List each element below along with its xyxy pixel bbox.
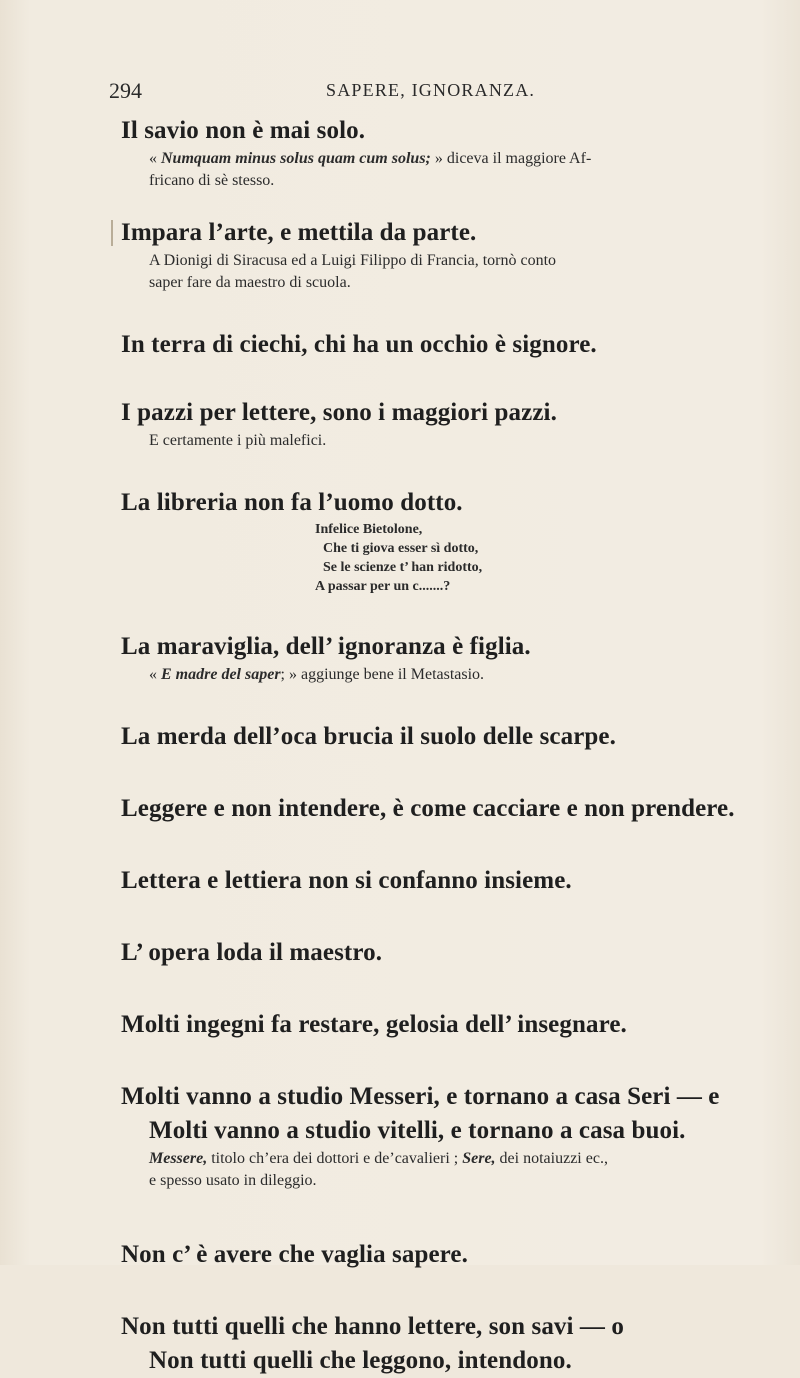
proverb-text: L’ opera loda il maestro. xyxy=(121,939,383,966)
italic-quote: E madre del saper xyxy=(161,666,281,683)
proverb-text: Non tutti quelli che hanno lettere, son savi — o xyxy=(121,1313,624,1340)
proverb-text: La merda dell’oca brucia il suolo delle scarpe. xyxy=(121,723,616,750)
note-text: ; » aggiunge bene il Metastasio. xyxy=(280,666,485,683)
proverb-text: I pazzi per lettere, sono i maggiori pazzi. xyxy=(121,399,557,426)
proverb-entry xyxy=(121,328,721,362)
proverb-entry xyxy=(121,216,721,294)
note-text: dei notaiuzzi ec., xyxy=(495,1150,608,1167)
proverb-note xyxy=(121,664,721,686)
page-number: 294 xyxy=(109,78,142,103)
proverb-text: Impara l’arte, e mettila da parte. xyxy=(121,219,477,246)
proverb-entry xyxy=(121,486,721,596)
page-header xyxy=(109,78,699,108)
proverb-text: Leggere e non intendere, è come cacciare e non prendere. xyxy=(121,795,735,822)
latin-quote: Numquam minus solus quam cum solus; xyxy=(161,150,431,167)
proverb-text: Lettera e lettiera non si confanno insieme. xyxy=(121,867,572,894)
verse-line: Se le scienze t’ han ridotto, xyxy=(323,560,483,575)
verse-line: Infelice Bietolone, xyxy=(315,522,423,537)
running-head: SAPERE, IGNORANZA. xyxy=(326,80,536,100)
proverb-entry xyxy=(121,1008,721,1042)
proverb-text: Molti vanno a studio Messeri, e tornano a casa Seri — e xyxy=(121,1083,720,1110)
proverb-continuation: Non tutti quelli che leggono, intendono. xyxy=(149,1347,572,1374)
proverb-note xyxy=(121,1148,721,1192)
verse-line: Che ti giova esser sì dotto, xyxy=(323,541,479,556)
proverb-entry xyxy=(121,936,721,970)
proverb-entry xyxy=(121,114,721,192)
proverb-continuation: Molti vanno a studio vitelli, e tornano a casa buoi. xyxy=(149,1117,686,1144)
proverb-note xyxy=(121,250,721,294)
note-text: A Dionigi di Siracusa ed a Luigi Filippo di Francia, tornò conto xyxy=(149,252,557,269)
proverb-text: La maraviglia, dell’ ignoranza è figlia. xyxy=(121,633,531,660)
proverb-entry xyxy=(121,1310,721,1378)
proverb-entry xyxy=(121,630,721,686)
proverb-text: Il savio non è mai solo. xyxy=(121,117,366,144)
quote-mark: « xyxy=(149,150,157,167)
italic-term: Messere, xyxy=(149,1150,208,1167)
note-text: fricano di sè stesso. xyxy=(149,172,275,189)
note-text: titolo ch’era dei dottori e de’cavalieri ; xyxy=(207,1150,463,1167)
proverb-entry xyxy=(121,720,721,754)
proverb-text: Molti ingegni fa restare, gelosia dell’ insegnare. xyxy=(121,1011,627,1038)
note-text: saper fare da maestro di scuola. xyxy=(149,274,351,291)
proverb-note xyxy=(121,148,721,192)
proverb-entry xyxy=(121,1080,721,1192)
verse-line: A passar per un c.......? xyxy=(315,579,451,594)
margin-mark xyxy=(111,220,113,246)
note-text: e spesso usato in dileggio. xyxy=(149,1172,317,1189)
proverb-entry xyxy=(121,1238,721,1272)
note-text: » diceva il maggiore Af- xyxy=(434,150,592,167)
proverb-text: Non c’ è avere che vaglia sapere. xyxy=(121,1241,468,1268)
proverb-note xyxy=(121,430,721,452)
italic-term: Sere, xyxy=(462,1150,496,1167)
note-text: E certamente i più malefici. xyxy=(149,432,327,449)
proverb-entry xyxy=(121,792,735,826)
quote-mark: « xyxy=(149,666,157,683)
proverb-text: La libreria non fa l’uomo dotto. xyxy=(121,489,463,516)
proverb-entry xyxy=(121,396,721,452)
proverb-entry xyxy=(121,864,721,898)
verse-quote xyxy=(121,520,721,596)
page-body xyxy=(121,114,735,1378)
proverb-text: In terra di ciechi, chi ha un occhio è signore. xyxy=(121,331,597,358)
